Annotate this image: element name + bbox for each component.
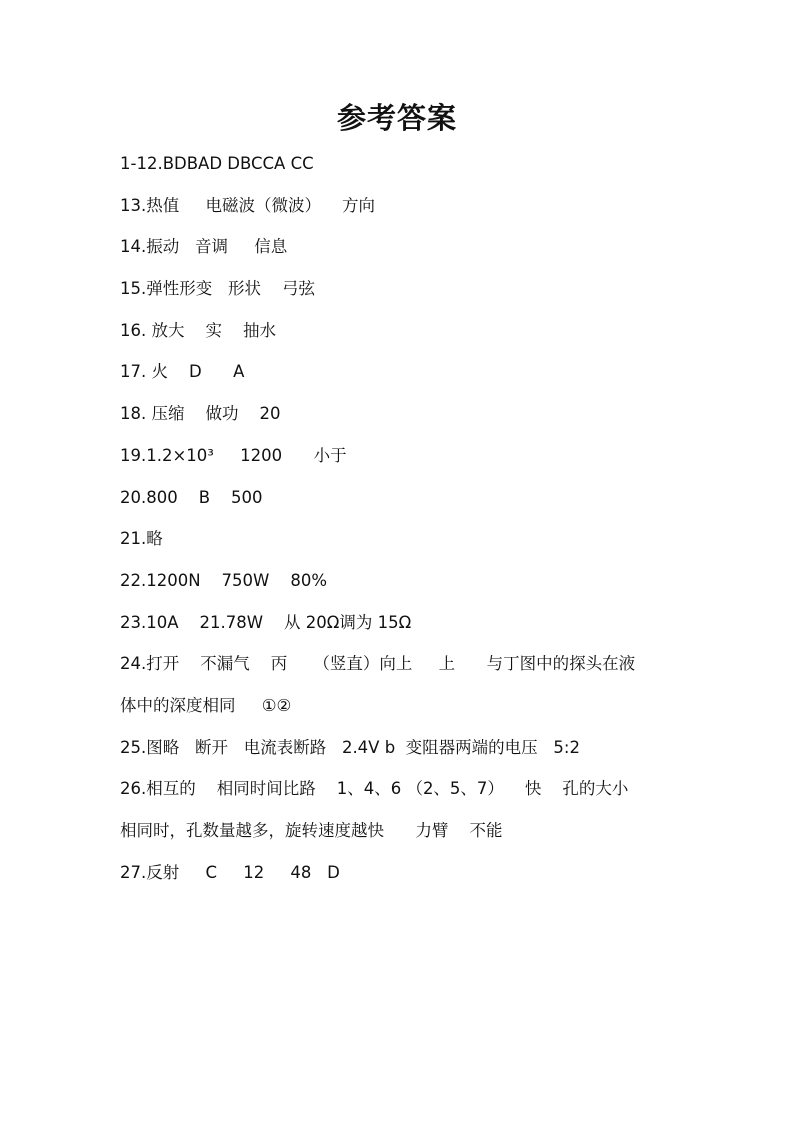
answer-line-21: 21.略: [120, 529, 163, 549]
answer-line-16: 16. 放大 实 抽水: [120, 320, 276, 340]
answer-line-27: 27.反射 C 12 48 D: [120, 862, 340, 882]
answer-line-14: 14.振动 音调 信息: [120, 237, 288, 257]
answer-line-25: 25.图略 断开 电流表断路 2.4V b 变阻器两端的电压 5:2: [120, 737, 580, 757]
answer-line-26: 26.相互的 相同时间比路 1、4、6 （2、5、7） 快 孔的大小: [120, 779, 629, 799]
answer-line-20: 20.800 B 500: [120, 487, 263, 507]
page-title: 参考答案: [336, 101, 457, 135]
answer-line-24-continued: 体中的深度相同 ①②: [120, 695, 292, 715]
answer-line-22: 22.1200N 750W 80%: [120, 570, 328, 590]
answer-list: [120, 143, 700, 893]
answer-line-18: 18. 压缩 做功 20: [120, 404, 281, 424]
answer-line-19: 19.1.2×10³ 1200 小于: [120, 445, 347, 465]
answer-line-1: 1-12.BDBAD DBCCA CC: [120, 154, 314, 173]
answer-line-23: 23.10A 21.78W 从 20Ω调为 15Ω: [120, 612, 412, 632]
answer-line-26-continued: 相同时，孔数量越多，旋转速度越快 力臂 不能: [120, 821, 503, 840]
answer-line-17: 17. 火 D A: [120, 362, 245, 382]
answer-line-24: 24.打开 不漏气 丙 （竖直）向上 上 与丁图中的探头在液: [120, 654, 636, 674]
answer-line-15: 15.弹性形变 形状 弓弦: [120, 279, 315, 299]
answer-line-13: 13.热值 电磁波（微波） 方向: [120, 195, 375, 215]
